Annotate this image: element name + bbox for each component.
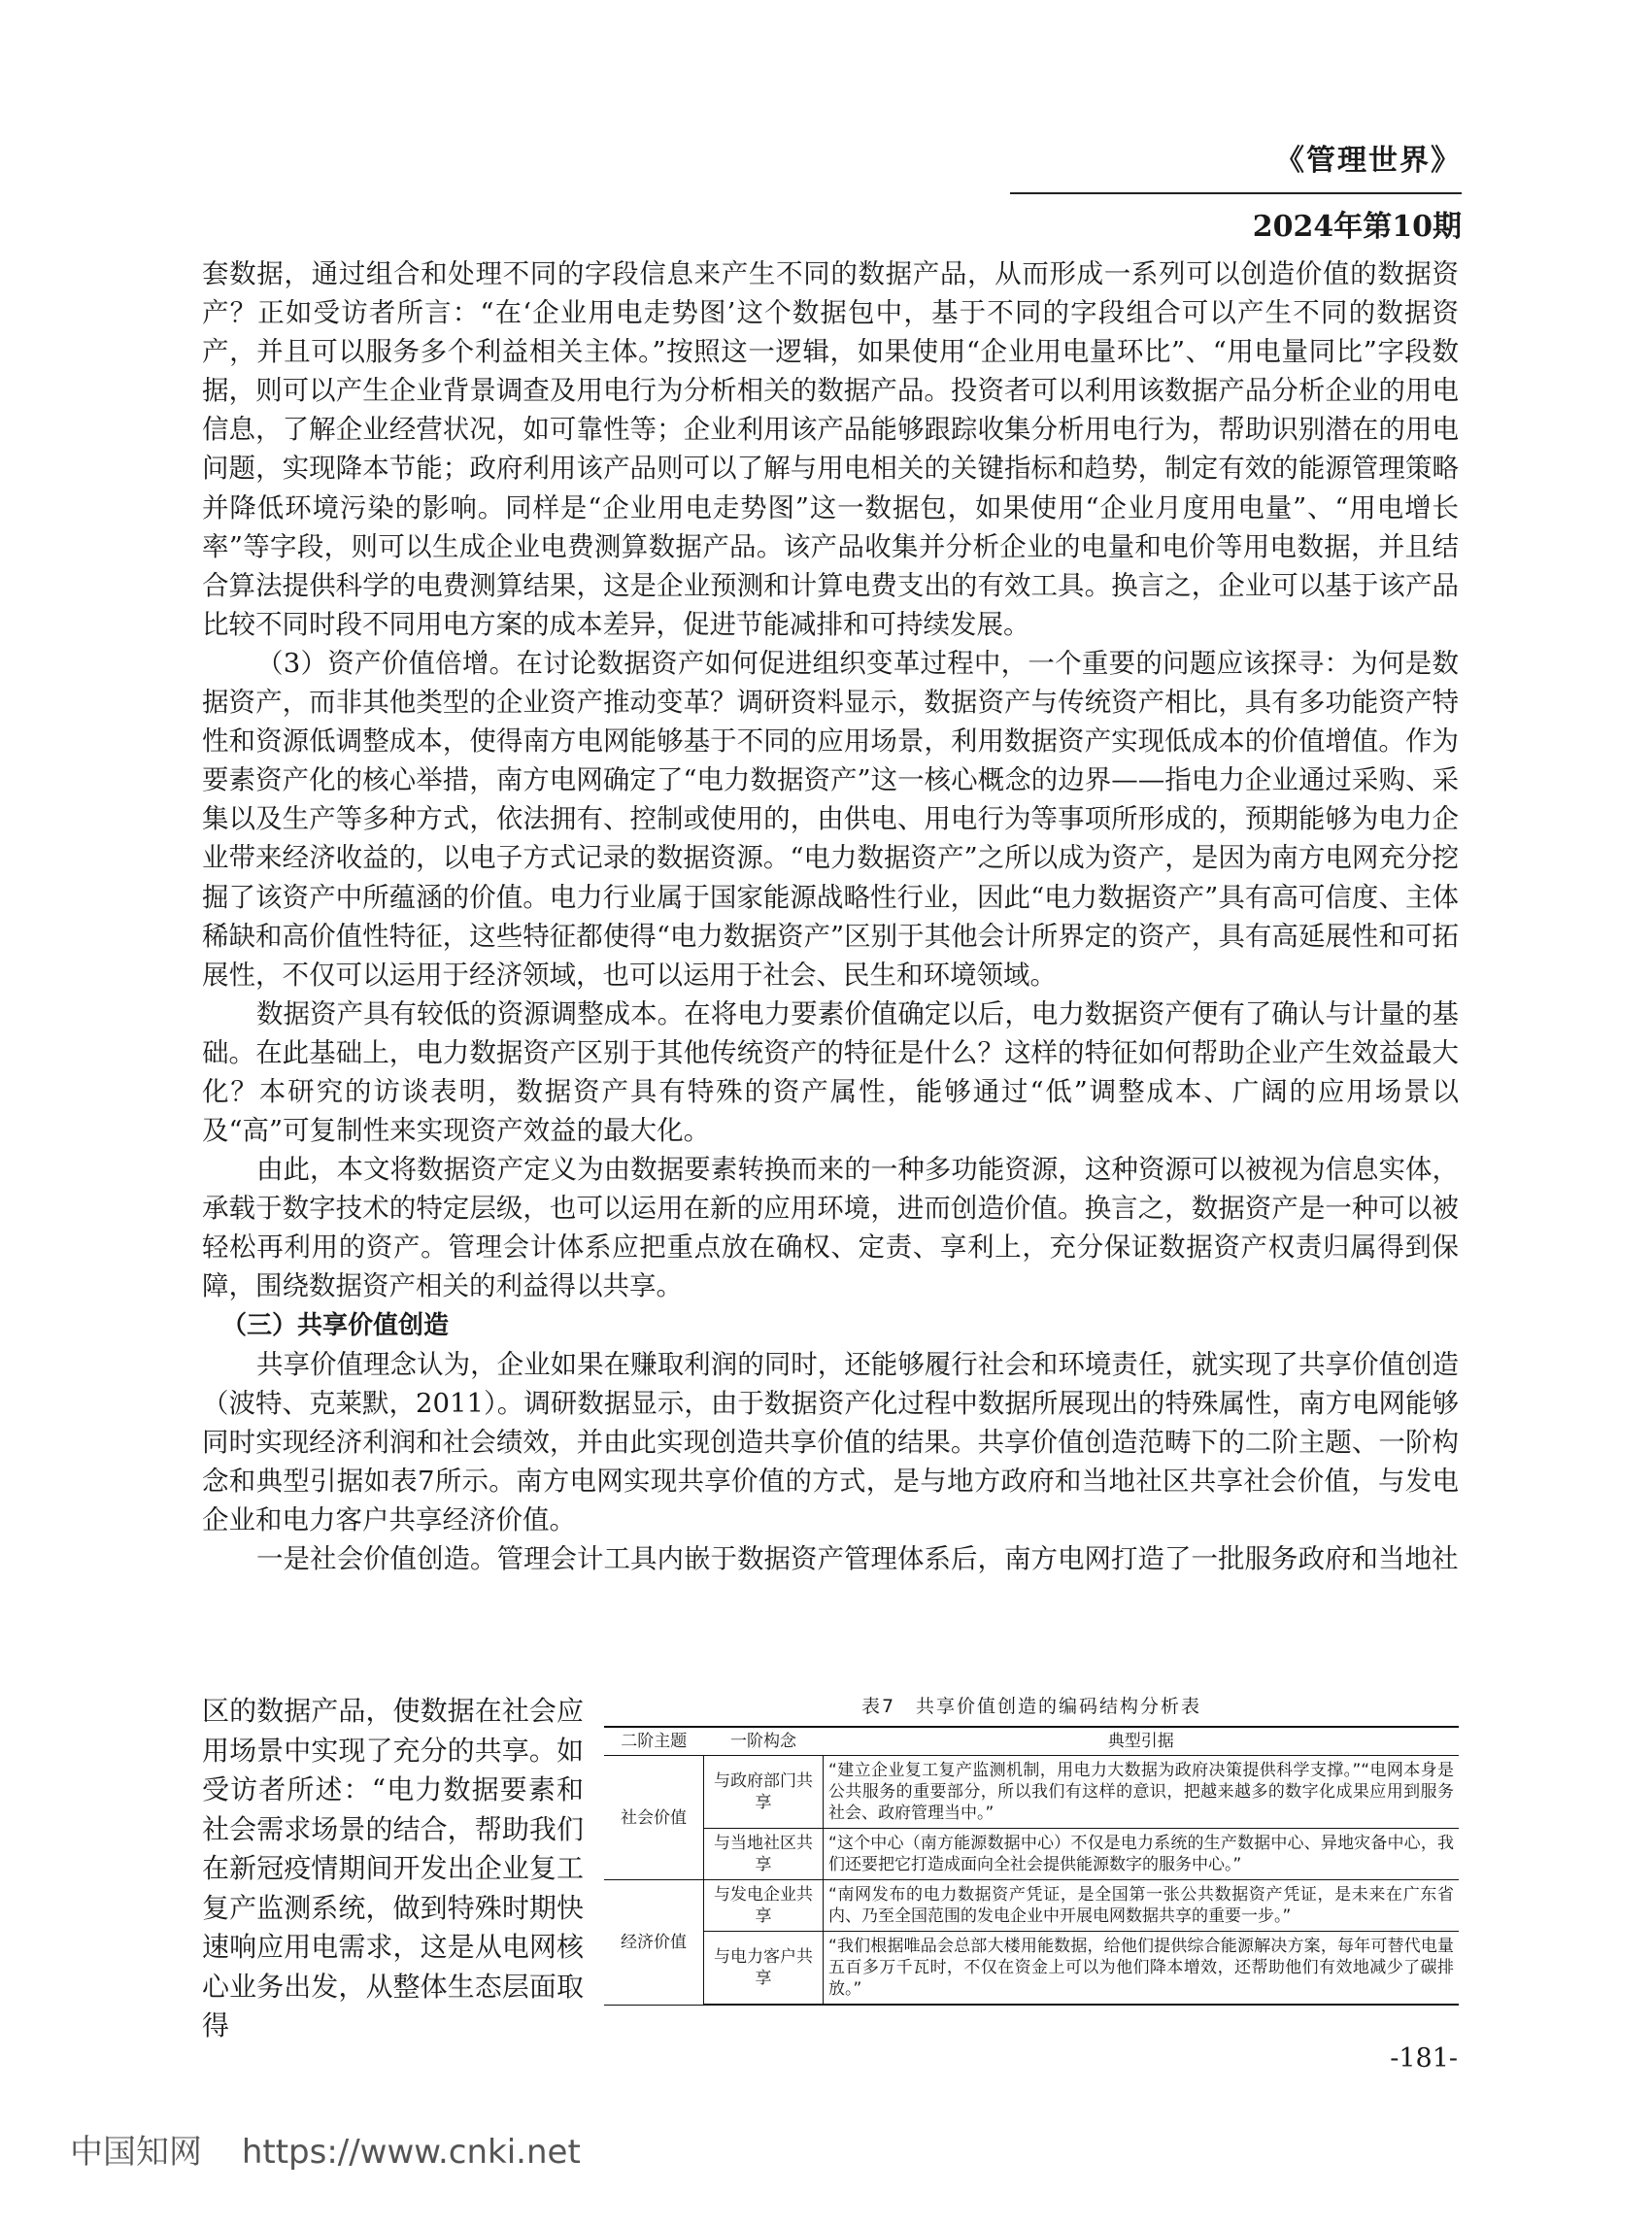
quote-cell: “我们根据唯品会总部大楼用能数据，给他们提供综合能源解决方案，每年可替代电量五百多万千瓦时，不仅在资金上可以为他们降本增效，还帮助他们有效地减少了碳排放。” [824, 1932, 1460, 2006]
table-block [604, 1692, 1459, 2006]
paragraph: 套数据，通过组合和处理不同的字段信息来产生不同的数据产品，从而形成一系列可以创造价值的数据资产？正如受访者所言：“在‘企业用电走势图’这个数据包中，基于不同的字段组合可以产生不同的数据资产，并且可以服务多个利益相关主体。”按照这一逻辑，如果使用“企业用电量环比”、“用电量同比”字段数据，则可以产生企业背景调查及用电行为分析相关的数据产品。投资者可以利用该数据产品分析企业的用电信息，了解企业经营状况，如可靠性等；企业利用该产品能够跟踪收集分析用电行为，帮助识别潜在的用电问题，实现降本节能；政府利用该产品则可以了解与用电相关的关键指标和趋势，制定有效的能源管理策略并降低环境污染的影响。同样是“企业用电走势图”这一数据包，如果使用“企业月度用电量”、“用电增长率”等字段，则可以生成企业电费测算数据产品。该产品收集并分析企业的电量和电价等用电数据，并且结合算法提供科学的电费测算结果，这是企业预测和计算电费支出的有效工具。换言之，企业可以基于该产品比较不同时段不同用电方案的成本差异，促进节能减排和可持续发展。 [202, 258, 1459, 640]
table-row [604, 1880, 1459, 1932]
header-cell-construct: 一阶构念 [704, 1727, 824, 1756]
table-row [604, 1756, 1459, 1829]
theme-cell: 社会价值 [604, 1756, 704, 1880]
quote-cell: “这个中心（南方能源数据中心）不仅是电力系统的生产数据中心、异地灾备中心，我们还要把它打造成面向全社会提供能源数字的服务中心。” [824, 1829, 1460, 1880]
header-cell-theme: 二阶主题 [604, 1727, 704, 1756]
construct-cell: 与政府部门共享 [704, 1756, 824, 1829]
construct-cell: 与当地社区共享 [704, 1829, 824, 1880]
body-text [202, 254, 1459, 1578]
paragraph: 由此，本文将数据资产定义为由数据要素转换而来的一种多功能资源，这种资源可以被视为信息实体，承载于数字技术的特定层级，也可以运用在新的应用环境，进而创造价值。换言之，数据资产是一种可以被轻松再利用的资产。管理会计体系应把重点放在确权、定责、享利上，充分保证数据资产权责归属得到保障，围绕数据资产相关的利益得以共享。 [202, 1154, 1459, 1302]
construct-cell: 与发电企业共享 [704, 1880, 824, 1932]
section-heading: （三）共享价值创造 [221, 1310, 450, 1340]
paragraph: 共享价值理念认为，企业如果在赚取利润的同时，还能够履行社会和环境责任，就实现了共享价值创造（波特、克莱默，2011）。调研数据显示，由于数据资产化过程中数据所展现出的特殊属性，南方电网能够同时实现经济利润和社会绩效，并由此实现创造共享价值的结果。共享价值创造范畴下的二阶主题、一阶构念和典型引据如表7所示。南方电网实现共享价值的方式，是与地方政府和当地社区共享社会价值，与发电企业和电力客户共享经济价值。 [202, 1348, 1459, 1535]
page-number: -181- [1390, 2043, 1458, 2074]
paragraph: 一是社会价值创造。管理会计工具内嵌于数据资产管理体系后，南方电网打造了一批服务政府和当地社 [256, 1543, 1459, 1575]
table-row [604, 1829, 1459, 1880]
table-title: 表7 共享价值创造的编码结构分析表 [860, 1696, 1202, 1717]
watermark-url[interactable]: https://www.cnki.net [241, 2133, 581, 2172]
quote-cell: “建立企业复工复产监测机制，用电力大数据为政府决策提供科学支撑。”“电网本身是公共服务的重要部分，所以我们有这样的意识，把越来越多的数字化成果应用到服务社会、政府管理当中。” [824, 1756, 1460, 1829]
construct-cell: 与电力客户共享 [704, 1932, 824, 2006]
theme-cell: 经济价值 [604, 1880, 704, 2006]
quote-cell: “南网发布的电力数据资产凭证，是全国第一张公共数据资产凭证，是未来在广东省内、乃至全国范围的发电企业中开展电网数据共享的重要一步。” [824, 1880, 1460, 1932]
watermark [70, 2125, 581, 2173]
journal-name: 《管理世界》 [1275, 144, 1462, 178]
wrap-column-text: 区的数据产品，使数据在社会应用场景中实现了充分的共享。如受访者所述：“电力数据要素和社会需求场景的结合，帮助我们在新冠疫情期间开发出企业复工复产监测系统，做到特殊时期快速响应用电需求，这是从电网核心业务出发，从整体生态层面取得 [202, 1695, 584, 2041]
table-row [604, 1932, 1459, 2006]
paragraph: 数据资产具有较低的资源调整成本。在将电力要素价值确定以后，电力数据资产便有了确认与计量的基础。在此基础上，电力数据资产区别于其他传统资产的特征是什么？这样的特征如何帮助企业产生效益最大化？本研究的访谈表明，数据资产具有特殊的资产属性，能够通过“低”调整成本、广阔的应用场景以及“高”可复制性来实现资产效益的最大化。 [202, 997, 1459, 1147]
paragraph: （3）资产价值倍增。在讨论数据资产如何促进组织变革过程中，一个重要的问题应该探寻：为何是数据资产，而非其他类型的企业资产推动变革？调研资料显示，数据资产与传统资产相比，具有多功能资产特性和资源低调整成本，使得南方电网能够基于不同的应用场景，利用数据资产实现低成本的价值增值。作为要素资产化的核心举措，南方电网确定了“电力数据资产”这一核心概念的边界——指电力企业通过采购、采集以及生产等多种方式，依法拥有、控制或使用的，由供电、用电行为等事项所形成的，预期能够为电力企业带来经济收益的，以电子方式记录的数据资源。“电力数据资产”之所以成为资产，是因为南方电网充分挖掘了该资产中所蕴涵的价值。电力行业属于国家能源战略性行业，因此“电力数据资产”具有高可信度、主体稀缺和高价值性特征，这些特征都使得“电力数据资产”区别于其他会计所界定的资产，具有高延展性和可拓展性，不仅可以运用于经济领域，也可以运用于社会、民生和环境领域。 [202, 647, 1459, 991]
issue-label: 2024年第10期 [1252, 210, 1462, 244]
header-rule [1010, 192, 1462, 194]
coding-table [604, 1726, 1459, 2006]
table-header-row [604, 1727, 1459, 1756]
header-cell-quote: 典型引据 [824, 1727, 1460, 1756]
watermark-brand: 中国知网 [70, 2133, 202, 2172]
